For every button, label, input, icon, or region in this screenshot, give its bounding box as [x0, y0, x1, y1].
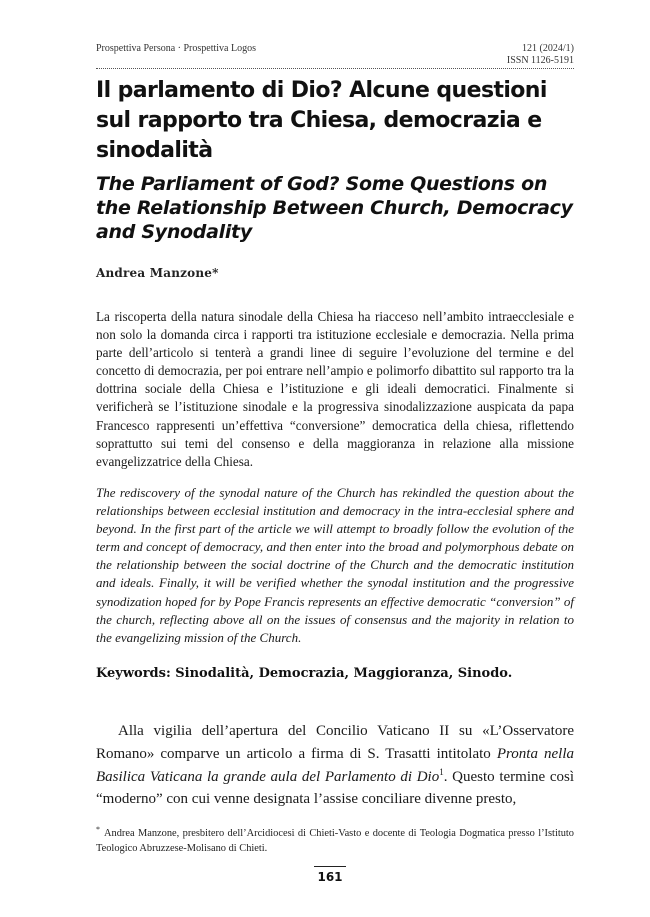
body-text-part-1: Alla vigilia dell’apertura del Concilio Vaticano II su «L’Osservatore Romano» comparve un articolo a firma di S. Trasatti intitolato [96, 723, 574, 762]
footnote-mark: * [96, 824, 100, 834]
page-number-rule [314, 866, 346, 867]
footnote [96, 826, 574, 856]
journal-name: Prospettiva Persona · Prospettiva Logos [96, 43, 256, 54]
keywords: Keywords: Sinodalità, Democrazia, Maggioranza, Sinodo. [96, 666, 513, 681]
issn: ISSN 1126-5191 [506, 55, 574, 66]
issue-number: 121 (2024/1) [522, 43, 574, 54]
abstract-italian: La riscoperta della natura sinodale della Chiesa ha riacceso nell’ambito intraecclesiale e non solo la domanda circa i rapporti tra istituzione ecclesiale e democrazia. Nella prima parte dell’articolo si tenterà a grandi linee di seguire l’evoluzione del termine e del concetto di democrazia, per poi entrare nell’ampio e polimorfo dibattito sul rapporto tra la dottrina sociale della Chiesa e l’istituzione e gli ideali democratici. Finalmente si verificherà se l’istituzione sinodale e la progressiva sinodalizzazione auspicata da papa Francesco rappresenti un’effettiva “conversione” democratica della chiesa, riflettendo soprattutto sui temi del consenso e della maggioranza in relazione alla missione evangelizzatrice della Chiesa. [96, 309, 574, 469]
body-paragraph [96, 720, 574, 811]
footnote-text: Andrea Manzone, presbitero dell’Arcidiocesi di Chieti-Vasto e docente di Teologia Dogmatica presso l’Istituto Teologico Abruzzese-Molisano di Chieti. [96, 828, 574, 854]
article-title-english: The Parliament of God? Some Questions on the Relationship Between Church, Democracy and Synodality [96, 173, 573, 243]
body-text-part-2: . Questo termine così “moderno” con cui venne designata l’assise conciliare divenne presto, [96, 768, 574, 808]
author-name: Andrea Manzone* [96, 266, 219, 280]
footnote-reference[interactable]: 1 [439, 766, 444, 777]
article-title-italian: Il parlamento di Dio? Alcune questioni sul rapporto tra Chiesa, democrazia e sinodalità [96, 78, 547, 163]
header-divider [96, 68, 574, 69]
cited-article-title: Pronta nella Basilica Vaticana la grande aula del Parlamento di Dio [96, 745, 574, 785]
abstract-english: The rediscovery of the synodal nature of the Church has rekindled the question about the relationships between ecclesial institution and democracy in the intra-ecclesial sphere and beyond. In the first part of the article we will attempt to broadly follow the evolution of the term and concept of democracy, and then enter into the broad and polymorphous debate on the relationship between the social doctrine of the Church and the democratic institution and ideals. Finally, it will be verified whether the synodal institution and the progressive synodization hoped for by Pope Francis represents an effective democratic “conversion” of the church, reflecting above all on the issues of consensus and the majority in relation to the evangelizing mission of the Church. [96, 485, 574, 645]
page-number: 161 [317, 870, 343, 884]
